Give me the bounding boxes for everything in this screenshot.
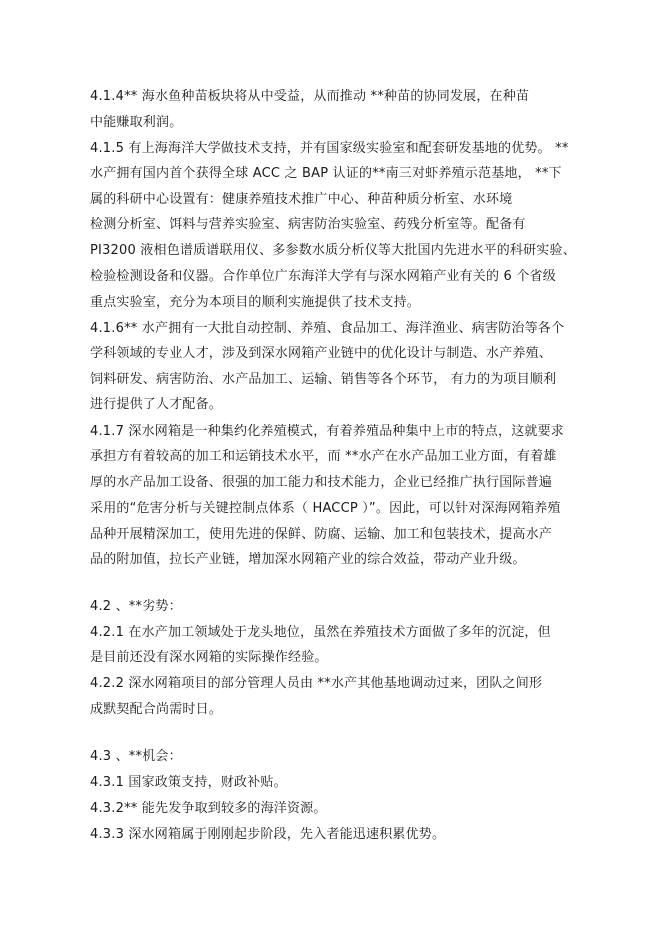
text-line: 成默契配合尚需时日。 <box>90 702 223 717</box>
text-line: 厚的水产品加工设备、很强的加工能力和技术能力，企业已经推广执行国际普遍 <box>90 475 553 490</box>
text-line: 4.3.2** 能先发争取到较多的海洋资源。 <box>90 801 327 816</box>
text-line: 是目前还没有深水网箱的实际操作经验。 <box>90 650 328 665</box>
text-line: 检测分析室、饵料与营养实验室、病害防治实验室、药残分析室等。配备有 <box>90 217 526 232</box>
text-line: 4.1.6** 水产拥有一大批自动控制、养殖、食品加工、海洋渔业、病害防治等各个 <box>90 321 565 336</box>
text-line: 4.1.4** 海水鱼种苗板块将从中受益，从而推动 **种苗的协同发展，在种苗 <box>90 89 530 104</box>
text-line: 检验检测设备和仪器。合作单位广东海洋大学有与深水网箱产业有关的 6 个省级 <box>90 269 556 284</box>
text-line: 承担方有着较高的加工和运销技术水平，而 **水产在水产品加工业方面，有着雄 <box>90 449 557 464</box>
text-line: 水产拥有国内首个获得全球 ACC 之 BAP 认证的**南三对虾养殖示范基地， **下 <box>90 166 562 181</box>
text-line: 进行提供了人才配备。 <box>90 397 223 412</box>
text-line: 4.2.1 在水产加工领域处于龙头地位，虽然在养殖技术方面做了多年的沉淀，但 <box>90 625 551 640</box>
text-line: PI3200 液相色谱质谱联用仪、多参数水质分析仪等大批国内先进水平的科研实验、 <box>90 243 576 258</box>
text-line: 中能赚取利润。 <box>90 115 183 130</box>
section-heading: 4.3 、**机会： <box>90 749 182 764</box>
text-line: 采用的“危害分析与关键控制点体系（ HACCP ）”。因此，可以针对深海网箱养殖 <box>90 501 561 516</box>
section-heading: 4.2 、**劣势： <box>90 599 182 614</box>
text-line: 品的附加值，拉长产业链，增加深水网箱产业的综合效益，带动产业升级。 <box>90 552 526 567</box>
text-line: 品种开展精深加工，使用先进的保鲜、防腐、运输、加工和包装技术，提高水产 <box>90 527 553 542</box>
text-line: 4.3.3 深水网箱属于刚刚起步阶段，先入者能迅速积累优势。 <box>90 827 446 842</box>
text-line: 4.3.1 国家政策支持，财政补贴。 <box>90 775 287 790</box>
text-line: 饲料研发、病害防治、水产品加工、运输、销售等各个环节， 有力的为项目顺利 <box>90 372 557 387</box>
text-line: 4.1.7 深水网箱是一种集约化养殖模式，有着养殖品种集中上市的特点，这就要求 <box>90 424 565 439</box>
text-line: 学科领域的专业人才，涉及到深水网箱产业链中的优化设计与制造、水产养殖、 <box>90 346 553 361</box>
text-line: 重点实验室，充分为本项目的顺利实施提供了技术支持。 <box>90 295 421 310</box>
text-line: 4.2.2 深水网箱项目的部分管理人员由 **水产其他基地调动过来，团队之间形 <box>90 676 543 691</box>
text-line: 4.1.5 有上海海洋大学做技术支持，并有国家级实验室和配套研发基地的优势。 ** <box>90 141 569 156</box>
text-line: 属的科研中心设置有：健康养殖技术推广中心、种苗种质分析室、水环境 <box>90 192 513 207</box>
